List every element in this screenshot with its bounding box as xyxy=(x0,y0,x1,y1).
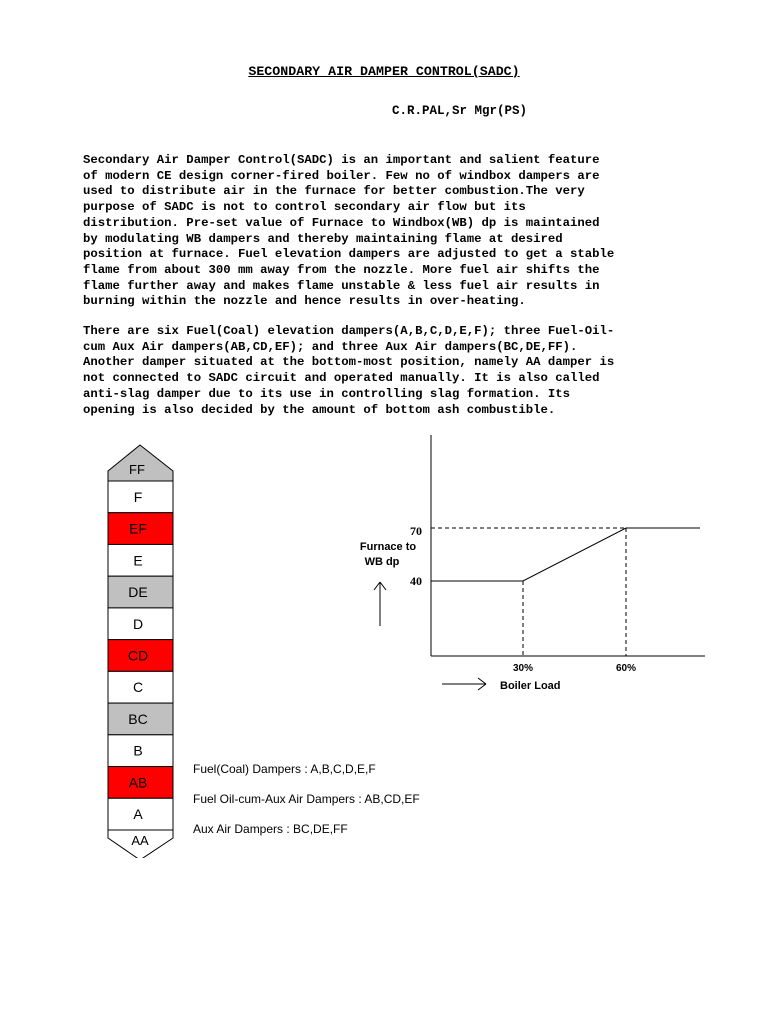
paragraph-line: position at furnace. Fuel elevation dampers are adjusted to get a stable xyxy=(83,247,615,262)
damper-label-a: A xyxy=(133,806,143,823)
damper-column-diagram xyxy=(100,438,190,858)
y-axis-label-line2: WB dp xyxy=(364,556,400,568)
damper-cap-top-label: FF xyxy=(129,462,145,477)
paragraph-line: There are six Fuel(Coal) elevation dampers(A,B,C,D,E,F); three Fuel-Oil- xyxy=(83,324,615,338)
damper-label-e: E xyxy=(133,552,143,569)
damper-label-c: C xyxy=(132,679,144,696)
paragraph-line: of modern CE design corner-fired boiler. Few no of windbox dampers are xyxy=(83,168,600,183)
y-tick-label: 70 xyxy=(410,524,422,538)
damper-label-b: B xyxy=(133,742,143,759)
paragraph-line: by modulating WB dampers and thereby maintaining flame at desired xyxy=(83,231,563,246)
damper-label-ef: EF xyxy=(129,520,147,537)
damper-cells xyxy=(108,481,173,830)
y-axis-label-line1: Furnace to xyxy=(359,541,417,553)
dp-curve xyxy=(431,528,700,581)
author-line: C.R.PAL,Sr Mgr(PS) xyxy=(392,104,528,118)
legend-aux-dampers: Aux Air Dampers : BC,DE,FF xyxy=(193,822,348,836)
damper-cap-bottom-label: AA xyxy=(131,833,149,848)
paragraph-line: Secondary Air Damper Control(SADC) is an important and salient feature xyxy=(83,153,600,167)
paragraph-line: not connected to SADC circuit and operated manually. It is also called xyxy=(83,371,600,386)
damper-label-de: DE xyxy=(128,584,148,601)
paragraph-line: opening is also decided by the amount of bottom ash combustible. xyxy=(83,402,556,417)
paragraph-line: purpose of SADC is not to control secondary air flow but its xyxy=(83,200,526,215)
y-tick-label: 40 xyxy=(410,574,422,588)
dp-vs-load-graph xyxy=(340,430,720,710)
damper-label-ab: AB xyxy=(128,774,148,791)
x-tick-label: 30% xyxy=(512,663,534,674)
paragraph-line: distribution. Pre-set value of Furnace to Windbox(WB) dp is maintained xyxy=(83,215,600,230)
document-title: SECONDARY AIR DAMPER CONTROL(SADC) xyxy=(248,64,520,79)
up-arrow-icon xyxy=(374,582,386,626)
paragraph-line: flame from about 300 mm away from the nozzle. More fuel air shifts the xyxy=(83,262,600,277)
damper-label-f: F xyxy=(133,488,143,505)
damper-label-bc: BC xyxy=(128,710,148,727)
right-arrow-icon xyxy=(442,678,486,690)
damper-label-cd: CD xyxy=(127,647,149,664)
legend-oil-aux-dampers: Fuel Oil-cum-Aux Air Dampers : AB,CD,EF xyxy=(193,792,420,806)
paragraph-dampers xyxy=(83,324,723,418)
paragraph-line: cum Aux Air dampers(AB,CD,EF); and three Aux Air dampers(BC,DE,FF). xyxy=(83,339,578,354)
paragraph-intro xyxy=(83,153,723,310)
x-axis-label: Boiler Load xyxy=(500,680,561,692)
paragraph-line: flame further away and makes flame unstable & less fuel air results in xyxy=(83,278,600,293)
paragraph-line: burning within the nozzle and hence results in over-heating. xyxy=(83,294,526,309)
damper-label-d: D xyxy=(132,615,144,632)
paragraph-line: used to distribute air in the furnace for better combustion.The very xyxy=(83,184,585,199)
paragraph-line: Another damper situated at the bottom-most position, namely AA damper is xyxy=(83,355,615,370)
x-tick-label: 60% xyxy=(615,663,637,674)
legend-fuel-dampers: Fuel(Coal) Dampers : A,B,C,D,E,F xyxy=(193,762,376,776)
paragraph-line: anti-slag damper due to its use in controlling slag formation. Its xyxy=(83,386,571,401)
